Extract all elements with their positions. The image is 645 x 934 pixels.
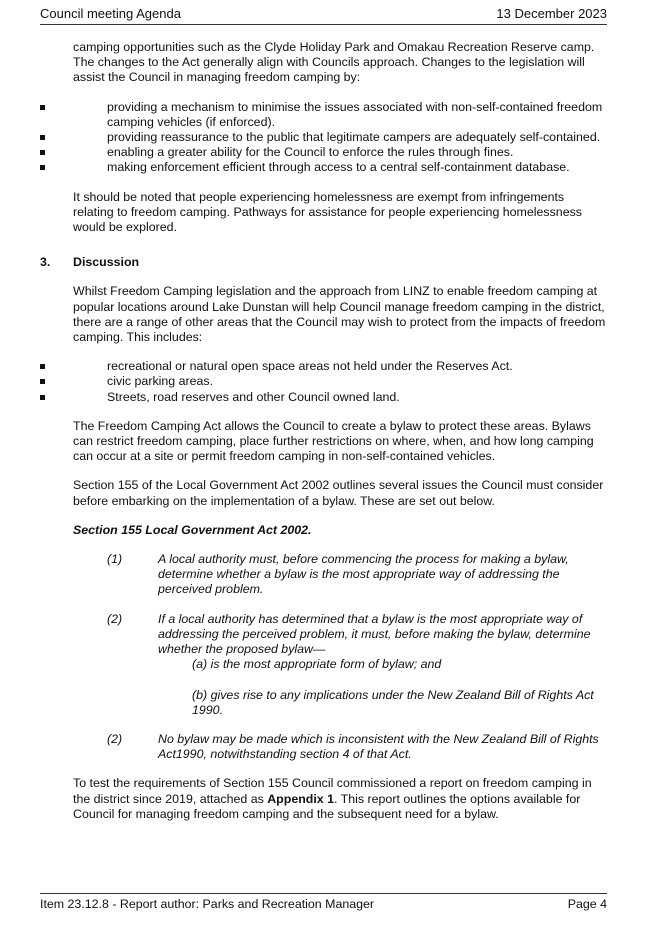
lga-heading: Section 155 Local Government Act 2002. (73, 522, 312, 537)
bullet-icon (40, 135, 45, 140)
bullet-icon (40, 165, 45, 170)
header-title: Council meeting Agenda (40, 6, 181, 21)
closing-paragraph: To test the requirements of Section 155 Council commissioned a report on freedom camping in the district since 2019, attached as Appendix 1. This report outlines the options available for Council for managing freedom camping and the subsequent need for a bylaw. (73, 776, 592, 821)
legislation-quote (73, 552, 607, 762)
quote-item-2b: (b) gives rise to any implications under the New Zealand Bill of Rights Act 1990. (192, 687, 594, 717)
section155-paragraph: Section 155 of the Local Government Act 2002 outlines several issues the Council must consider before embarking on the implementation of a bylaw. These are set out below. (73, 478, 604, 508)
quote-item-2: (2) If a local authority has determined that a bylaw is the most appropriate way of addressing the perceived problem, it must, before making the bylaw, determine whether the proposed bylaw— (a) is the most appropriate form of bylaw; and (b) gives rise to any implications under the New Zealand Bill of Rights Act 1990. (107, 612, 607, 718)
bullet-icon (40, 105, 45, 110)
discussion-paragraph: Whilst Freedom Camping legislation and the approach from LINZ to enable freedom camping at popular locations around Lake Dunstan will help Council manage freedom camping in the district, there are a range of other areas that the Council may wish to protect from the impacts of freedom camping. This includes: (73, 284, 606, 345)
header-date: 13 December 2023 (496, 6, 607, 21)
page-header (40, 6, 607, 25)
areas-bullet-list (73, 359, 607, 405)
quote-item-2a: (a) is the most appropriate form of bylaw; and (192, 657, 442, 672)
intro-paragraph: camping opportunities such as the Clyde Holiday Park and Omakau Recreation Reserve camp. The changes to the Act generally align with Councils approach. Changes to the legislation will assist the Council in managing freedom camping by: (73, 40, 595, 85)
list-item: making enforcement efficient through access to a central self-containment database. (73, 160, 607, 175)
bullet-icon (40, 395, 45, 400)
homelessness-paragraph: It should be noted that people experiencing homelessness are exempt from infringements relating to freedom camping. Pathways for assistance for people experiencing homelessness would be explored. (73, 189, 582, 235)
list-item: civic parking areas. (73, 374, 607, 389)
footer-author: Item 23.12.8 - Report author: Parks and Recreation Manager (40, 897, 375, 911)
appendix-reference: Appendix 1 (267, 791, 335, 806)
quote-item-1: (1) A local authority must, before commencing the process for making a bylaw, determine whether a bylaw is the most appropriate way of addressing the perceived problem. (107, 552, 569, 597)
section-number: 3. (40, 255, 51, 270)
section-heading (40, 255, 607, 270)
page-number: Page 4 (567, 897, 607, 911)
bullet-icon (40, 379, 45, 384)
list-item: providing a mechanism to minimise the issues associated with non-self-contained freedom camping vehicles (if enforced). (73, 100, 607, 130)
bullet-icon (40, 150, 45, 155)
document-body (40, 40, 607, 836)
list-item: providing reassurance to the public that legitimate campers are adequately self-contained. (73, 130, 607, 145)
quote-item-3: (2) No bylaw may be made which is inconsistent with the New Zealand Bill of Rights Act1990, notwithstanding section 4 of that Act. (107, 731, 599, 762)
bylaw-paragraph: The Freedom Camping Act allows the Council to create a bylaw to protect these areas. Bylaws can restrict freedom camping, place further restrictions on where, when, and how long camping can occur at a site or permit freedom camping in non-self-contained vehicles. (73, 418, 594, 464)
list-item: recreational or natural open space areas not held under the Reserves Act. (73, 359, 607, 374)
bullet-icon (40, 364, 45, 369)
intro-bullet-list (73, 100, 607, 176)
page-footer (40, 893, 607, 912)
section-title: Discussion (73, 255, 140, 270)
list-item: enabling a greater ability for the Council to enforce the rules through fines. (73, 145, 607, 160)
list-item: Streets, road reserves and other Council owned land. (73, 390, 607, 405)
